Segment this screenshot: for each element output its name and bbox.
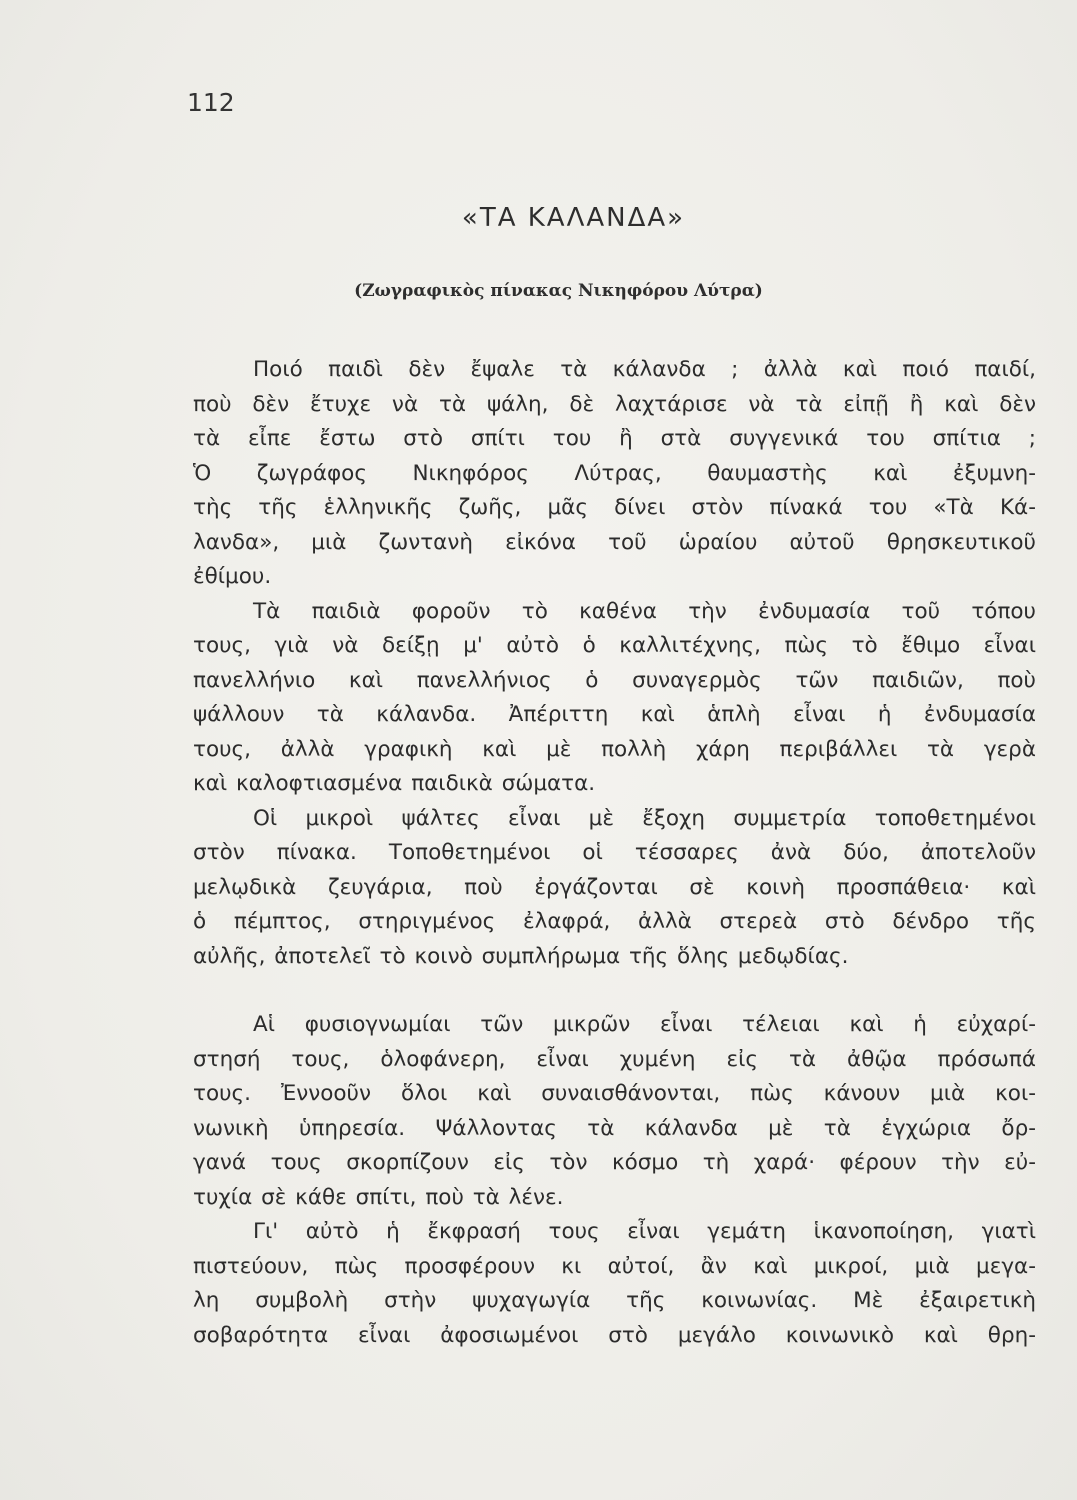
text-line: ποὺ δὲν ἔτυχε νὰ τὰ ψάλη, δὲ λαχτάρισε νὰ τὰ εἰπῇ ἢ καὶ δὲν: [193, 391, 1036, 417]
text-line: καὶ καλοφτιασμένα παιδικὰ σώματα.: [193, 771, 596, 796]
text-line: Τὰ παιδιὰ φοροῦν τὸ καθένα τὴν ἐνδυμασία τοῦ τόπου: [253, 598, 1036, 624]
text-line: στησή τους, ὁλοφάνερη, εἶναι χυμένη εἰς τὰ ἀθῷα πρόσωπά: [193, 1046, 1036, 1072]
text-line: Αἱ φυσιογνωμίαι τῶν μικρῶν εἶναι τέλειαι καὶ ἡ εὐχαρί-: [253, 1012, 1036, 1037]
text-line: τους. Ἐννοοῦν ὅλοι καὶ συναισθάνονται, πὼς κάνουν μιὰ κοι-: [193, 1081, 1036, 1106]
body-text: [193, 353, 1036, 1353]
paragraph: [193, 802, 1036, 975]
text-line: τὴς τῆς ἑλληνικῆς ζωῆς, μᾶς δίνει στὸν πίνακά του «Τὰ Κά-: [193, 495, 1036, 520]
text-line: Ποιό παιδὶ δὲν ἔψαλε τὰ κάλανδα ; ἀλλὰ καὶ ποιό παιδί,: [253, 357, 1036, 382]
text-line: τους, γιὰ νὰ δείξῃ μ' αὐτὸ ὁ καλλιτέχνης, πὼς τὸ ἔθιμο εἶναι: [193, 633, 1036, 658]
text-line: τους, ἀλλὰ γραφικὴ καὶ μὲ πολλὴ χάρη περιβάλλει τὰ γερὰ: [193, 736, 1036, 762]
paragraph: [193, 1008, 1036, 1215]
chapter-subtitle: (Ζωγραφικὸς πίνακας Νικηφόρου Λύτρα): [354, 281, 763, 301]
text-line: μελῳδικὰ ζευγάρια, ποὺ ἐργάζονται σὲ κοινὴ προσπάθεια· καὶ: [193, 874, 1036, 900]
text-line: Οἱ μικροὶ ψάλτες εἶναι μὲ ἔξοχη συμμετρία τοποθετημένοι: [253, 805, 1036, 831]
text-line: ὁ πέμπτος, στηριγμένος ἐλαφρά, ἀλλὰ στερεὰ στὸ δένδρο τῆς: [193, 909, 1036, 934]
text-line: ἐθίμου.: [193, 564, 272, 589]
text-line: Γι' αὐτὸ ἡ ἔκφρασή τους εἶναι γεμάτη ἱκανοποίηση, γιατὶ: [253, 1219, 1036, 1244]
text-line: σοβαρότητα εἶναι ἀφοσιωμένοι στὸ μεγάλο κοινωνικὸ καὶ θρη-: [193, 1322, 1036, 1348]
text-line: γανά τους σκορπίζουν εἰς τὸν κόσμο τὴ χαρά· φέρουν τὴν εὐ-: [193, 1150, 1036, 1175]
paragraph: [193, 353, 1036, 595]
text-line: λη συμβολὴ στὴν ψυχαγωγία τῆς κοινωνίας. Μὲ ἐξαιρετικὴ: [193, 1288, 1036, 1313]
text-line: τυχία σὲ κάθε σπίτι, ποὺ τὰ λένε.: [193, 1184, 564, 1210]
text-line: ψάλλουν τὰ κάλανδα. Ἀπέριττη καὶ ἁπλὴ εἶναι ἡ ἐνδυμασία: [193, 702, 1036, 727]
text-line: αὐλῆς, ἀποτελεῖ τὸ κοινὸ συμπλήρωμα τῆς ὅλης μεδῳδίας.: [193, 943, 849, 969]
paragraph: [193, 1215, 1036, 1353]
chapter-title: «ΤΑ ΚΑΛΑΝΔΑ»: [461, 203, 686, 233]
page-number: 112: [187, 88, 235, 117]
text-line: τὰ εἶπε ἔστω στὸ σπίτι του ἢ στὰ συγγενικά του σπίτια ;: [193, 426, 1036, 451]
text-line: Ὁ ζωγράφος Νικηφόρος Λύτρας, θαυμαστὴς καὶ ἐξυμνη-: [193, 460, 1036, 486]
paragraph-gap: [193, 974, 1036, 1008]
text-line: λανδα», μιὰ ζωντανὴ εἰκόνα τοῦ ὡραίου αὐτοῦ θρησκευτικοῦ: [193, 529, 1036, 555]
text-line: πανελλήνιο καὶ πανελλήνιος ὁ συναγερμὸς τῶν παιδιῶν, ποὺ: [193, 667, 1036, 693]
text-line: στὸν πίνακα. Τοποθετημένοι οἱ τέσσαρες ἀνὰ δύο, ἀποτελοῦν: [193, 840, 1036, 865]
text-line: νωνικὴ ὑπηρεσία. Ψάλλοντας τὰ κάλανδα μὲ τὰ ἐγχώρια ὄρ-: [193, 1115, 1036, 1141]
paragraph: [193, 595, 1036, 802]
text-line: πιστεύουν, πὼς προσφέρουν κι αὐτοί, ἂν καὶ μικροί, μιὰ μεγα-: [193, 1253, 1036, 1279]
